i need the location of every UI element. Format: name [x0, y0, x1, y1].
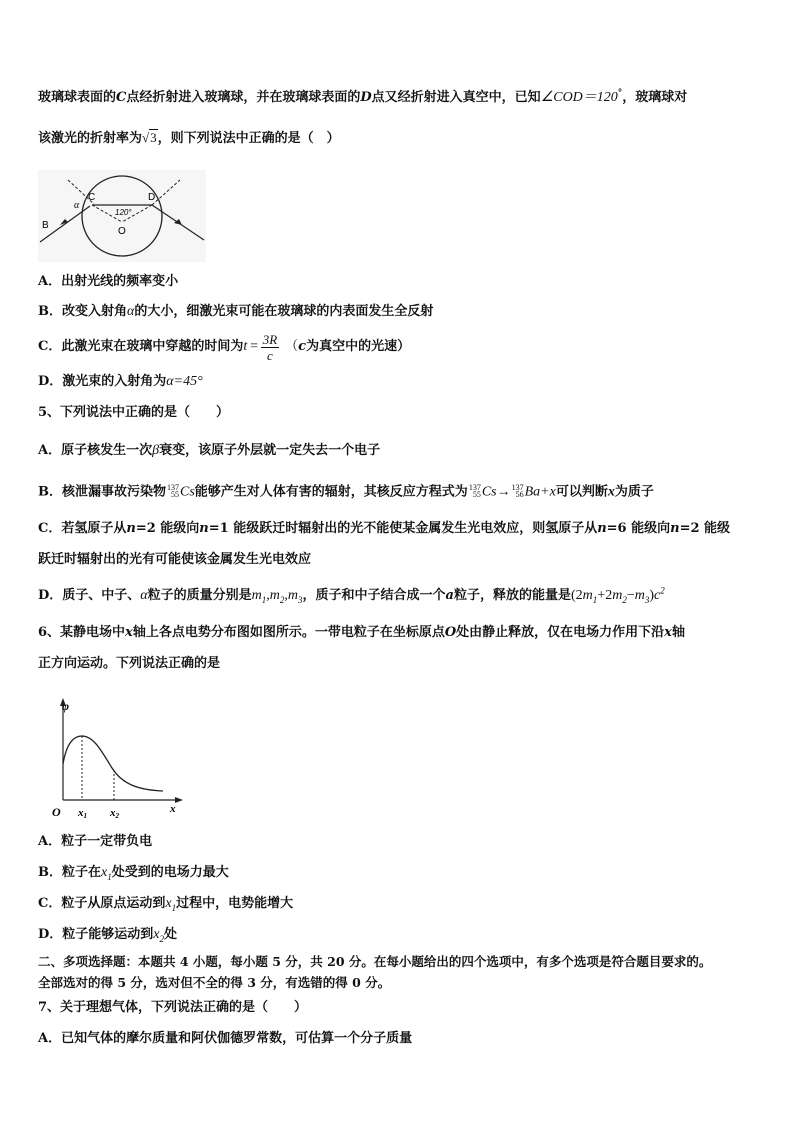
q4-option-b: B．改变入射角α的大小，细激光束可能在玻璃球的内表面发生全反射 [38, 304, 434, 319]
glass-sphere-figure [38, 170, 206, 262]
nuclide-cs-2: 137 55 [468, 483, 481, 499]
q5-option-c-line2: 跃迁时辐射出的光有可能使该金属发生光电效应 [38, 552, 312, 567]
q6-stem-line2: 正方向运动。下列说法正确的是 [38, 656, 221, 671]
q4-option-a: A．出射光线的频率变小 [38, 274, 179, 289]
q5-option-d: D．质子、中子、α粒子的质量分别是$m_1,m_2,m_3$，质子和中子结合成一个a粒子，释放的能量是$(2m_1+2m_2-m_3)c^2$ [38, 585, 665, 605]
q5-option-a: A．原子核发生一次β衰变，该原子外层就一定失去一个电子 [38, 443, 381, 458]
q6-stem-line1: 6、某静电场中x轴上各点电势分布图如图所示。一带电粒子在坐标原点O处由静止释放，仅在电场力作用下沿x轴 [38, 625, 685, 640]
svg-text:x2: x2 [110, 807, 119, 820]
q5-option-b: B．核泄漏事故污染物 137 55 Cs能够产生对人体有害的辐射，其核反应方程式为 137 55 Cs→ 137 56 Ba+x可以判断x为质子 [38, 483, 654, 500]
q4-intro-line1: 玻璃球表面的C点经折射进入玻璃球，并在玻璃球表面的D点又经折射进入真空中，已知∠COD＝120°，玻璃球对 [38, 88, 688, 105]
q5-option-c-line1: C．若氢原子从n=2 能级向n=1 能级跃迁时辐射出的光不能使某金属发生光电效应，则氢原子从n=6 能级向n=2 能级 [38, 521, 731, 536]
potential-curve [63, 736, 163, 791]
svg-text:α: α [74, 200, 80, 211]
svg-text:C: C [88, 192, 96, 203]
q4-option-d: D．激光束的入射角为α=45° [38, 374, 203, 389]
q6-option-b: B．粒子在$x_1$处受到的电场力最大 [38, 865, 229, 882]
svg-text:x: x [170, 803, 176, 815]
q6-option-c: C．粒子从原点运动到$x_1$过程中，电势能增大 [38, 896, 294, 913]
sqrt-3: √3 [142, 130, 157, 145]
q4-intro-line2: 该激光的折射率为√3，则下列说法中正确的是（ ） [38, 130, 340, 146]
nuclide-ba: 137 56 [511, 483, 524, 499]
section2-instructions-line2: 全部选对的得 5 分，选对但不全的得 3 分，有选错的得 0 分。 [38, 975, 391, 990]
time-fraction: $\frac{3R}{c}$ [262, 331, 278, 363]
svg-text:O: O [118, 226, 126, 237]
svg-text:120°: 120° [115, 208, 132, 217]
svg-text:O: O [52, 805, 61, 819]
svg-text:B: B [42, 220, 49, 231]
svg-text:φ: φ [62, 699, 70, 713]
q6-option-d: D．粒子能够运动到$x_2$处 [38, 927, 178, 944]
svg-text:D: D [148, 192, 156, 203]
q7-option-a: A．已知气体的摩尔质量和阿伏伽德罗常数，可估算一个分子质量 [38, 1031, 413, 1046]
q4-option-c: C．此激光束在玻璃中穿越的时间为 t = $\frac{3R}{c}$ （ c 为真空中的光速） [38, 331, 411, 363]
section2-instructions-line1: 二、多项选择题：本题共 4 小题，每小题 5 分，共 20 分。在每小题给出的四个选项中，有多个选项是符合题目要求的。 [38, 954, 712, 969]
q7-stem: 7、关于理想气体，下列说法正确的是（ ） [38, 1000, 308, 1015]
q6-option-a: A．粒子一定带负电 [38, 834, 153, 849]
svg-text:x1: x1 [78, 807, 87, 820]
potential-graph [48, 696, 188, 824]
nuclide-cs: 137 55 [167, 483, 179, 499]
q5-stem: 5、下列说法中正确的是（ ） [38, 405, 230, 420]
